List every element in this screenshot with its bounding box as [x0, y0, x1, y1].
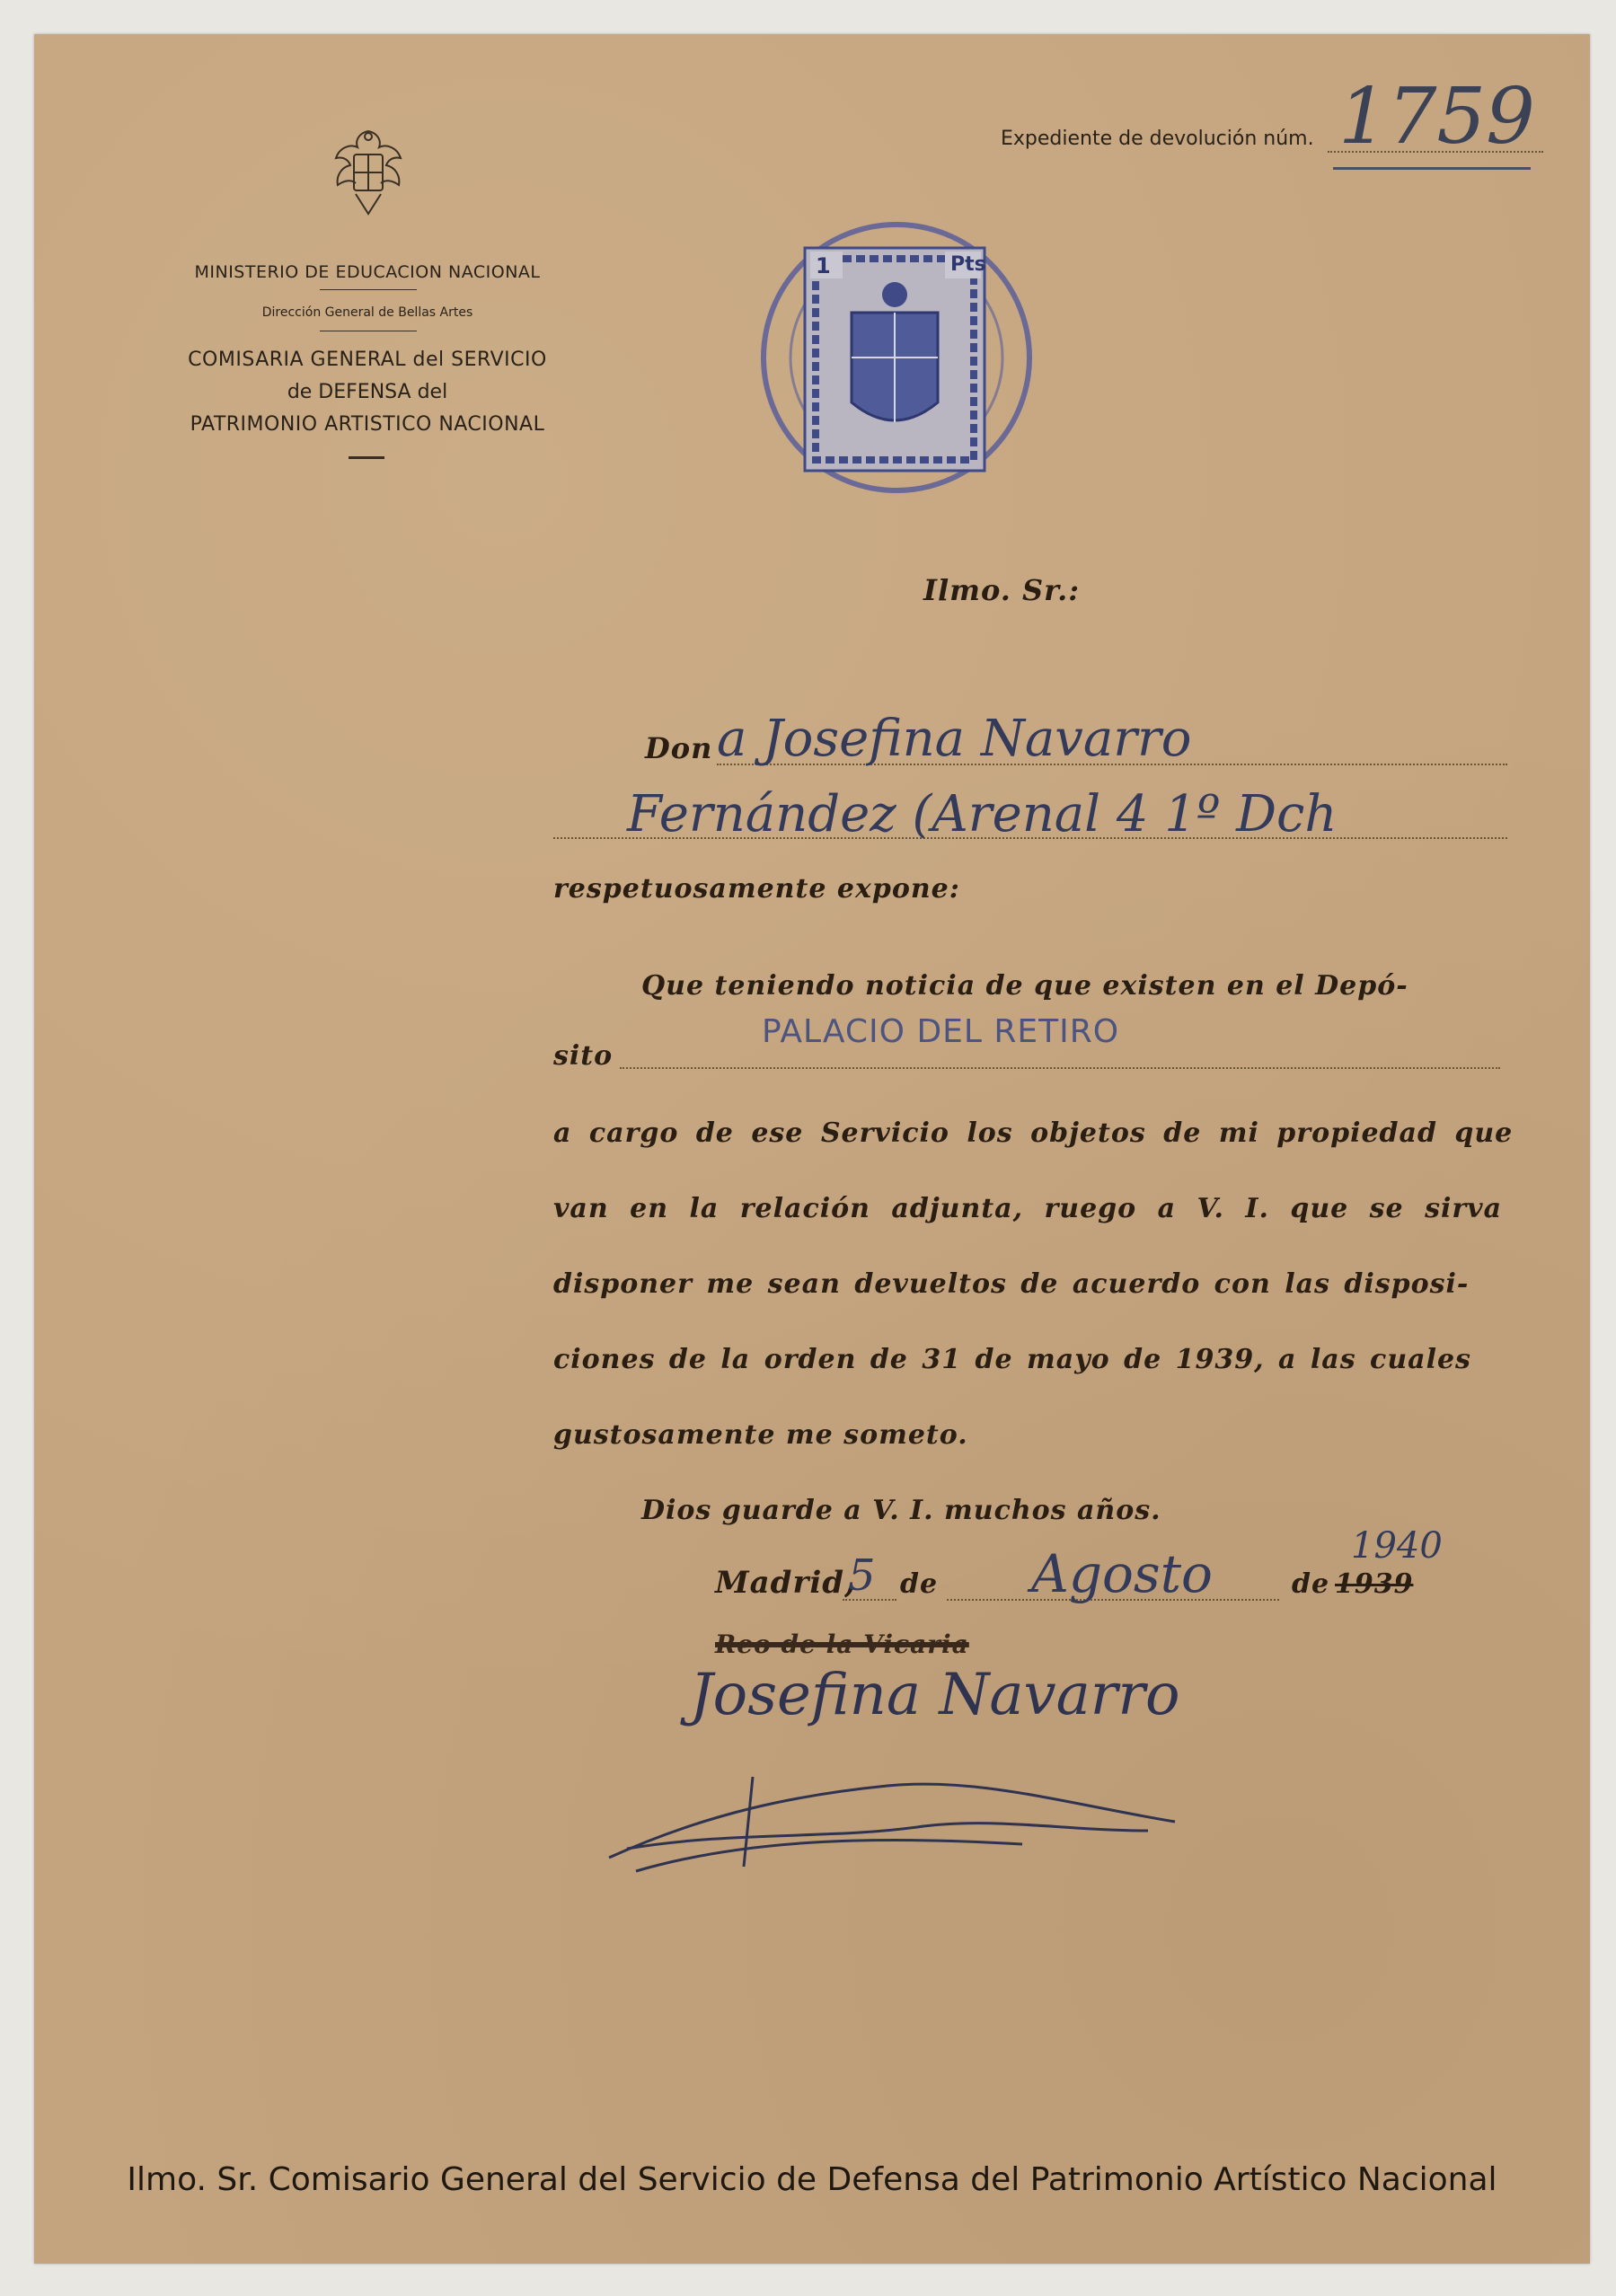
footer-addressee: Ilmo. Sr. Comisario General del Servicio de Defensa del Patrimonio Artístico Nacional	[127, 2161, 1497, 2198]
revenue-stamp	[753, 214, 1058, 519]
body-line-6: ciones de la orden de 31 de mayo de 1939, a las cuales	[553, 1344, 1471, 1375]
commission-title-line1: COMISARIA GENERAL del SERVICIO	[188, 349, 547, 371]
signature-flourish	[600, 1741, 1211, 1885]
date-day-handwritten: 5	[848, 1550, 876, 1601]
applicant-prefix: Don	[645, 731, 713, 765]
eagle-emblem-icon	[323, 124, 413, 223]
date-de-1: de	[900, 1568, 939, 1600]
header-divider	[320, 289, 417, 290]
closing-blessing: Dios guarde a V. I. muchos años.	[641, 1495, 1161, 1526]
deposit-name-stamped: PALACIO DEL RETIRO	[762, 1013, 1120, 1050]
commission-title-line3: PATRIMONIO ARTISTICO NACIONAL	[190, 413, 545, 436]
date-year-handwritten: 1940	[1351, 1525, 1443, 1567]
commission-title-line2: de DEFENSA del	[287, 381, 448, 403]
stamp-unit: Pts	[950, 253, 986, 276]
body-line-7: gustosamente me someto.	[553, 1419, 968, 1451]
ministry-title: MINISTERIO DE EDUCACION NACIONAL	[194, 262, 541, 282]
signature-handwritten: Josefina Navarro	[690, 1662, 1180, 1728]
body-line-3: a cargo de ese Servicio los objetos de mi propiedad que	[553, 1117, 1514, 1149]
stamp-value: 1	[816, 253, 831, 278]
document-sheet	[34, 34, 1590, 2264]
body-line-5: disponer me sean devueltos de acuerdo con las disposi-	[553, 1268, 1470, 1300]
date-month-handwritten: Agosto	[1031, 1543, 1213, 1604]
file-number-underline	[1333, 167, 1531, 170]
struck-line: Reo de la Vicaria	[715, 1629, 969, 1659]
file-number-label: Expediente de devolución núm.	[1001, 128, 1314, 150]
file-number-handwritten: 1759	[1338, 72, 1535, 162]
date-de-2: de	[1292, 1568, 1330, 1600]
body-line-1: Que teniendo noticia de que existen en el Depó-	[641, 970, 1408, 1002]
salutation: Ilmo. Sr.:	[923, 573, 1081, 607]
direction-title: Dirección General de Bellas Artes	[261, 305, 473, 320]
header-short-rule	[349, 456, 384, 459]
applicant-name-handwritten-2: Fernández (Arenal 4 1º Dch	[627, 785, 1338, 843]
deposit-line	[620, 1067, 1500, 1069]
body-line-4: van en la relación adjunta, ruego a V. I. que se sirva	[553, 1193, 1503, 1224]
date-year-printed-struck: 1939	[1335, 1568, 1414, 1600]
deposit-prefix: sito	[553, 1040, 614, 1072]
applicant-expone: respetuosamente expone:	[553, 873, 960, 905]
date-city: Madrid,	[715, 1565, 856, 1601]
applicant-name-handwritten-1: a Josefina Navarro	[717, 710, 1192, 768]
